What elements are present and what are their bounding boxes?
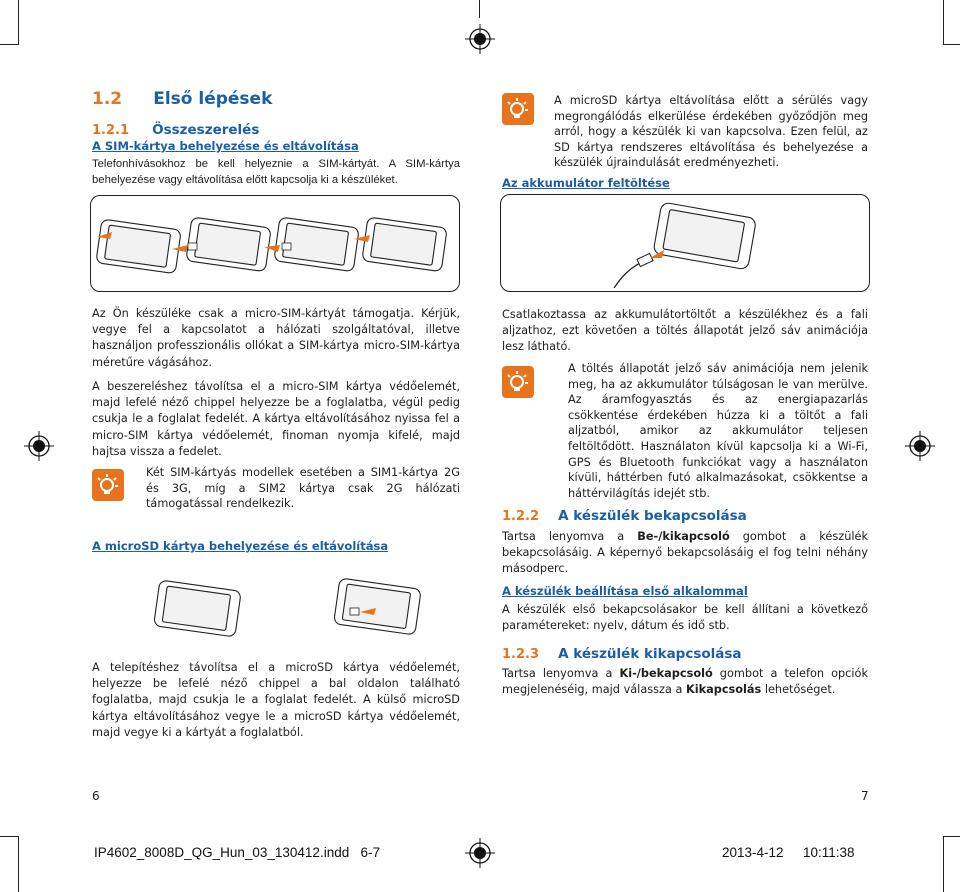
power-on-paragraph: Tartsa lenyomva a Be-/kikapcsoló gombot a készülék bekapcsolásáig. A képernyő bekapcsolásáig el fog telni néhány másodperc. bbox=[502, 530, 868, 576]
heading-title: Első lépések bbox=[153, 89, 273, 109]
section-heading-1-2 bbox=[92, 89, 272, 109]
tip-microsd-text: A microSD kártya eltávolítása előtt a sérülés vagy megrongálódás elkerülése érdekében győződjön meg arról, hogy a készülék ki van kapcsolva. Ezen felül, az SD kártya rendszeres eltávolítása és behelyezése a készülék újraindulását eredményezheti. bbox=[554, 94, 868, 170]
heading-number: 1.2.2 bbox=[502, 509, 540, 524]
battery-section-link: Az akkumulátor feltöltése bbox=[502, 176, 670, 190]
micro-sim-paragraph: Az Ön készüléke csak a micro-SIM-kártyát támogatja. Kérjük, vegye fel a kapcsolatot a hálózati szolgáltatóval, illetve használjon professzionális ollókat a SIM-kártya micro-SIM-kártya méretűre vágásához. bbox=[92, 307, 460, 369]
heading-number: 1.2.3 bbox=[502, 647, 540, 662]
power-key-label: Ki-/bekapcsoló bbox=[619, 667, 713, 680]
tip-lightbulb-icon bbox=[502, 93, 534, 125]
sim-intro-paragraph: Telefonhívásokhoz be kell helyeznie a SIM-kártyát. A SIM-kártya behelyezése vagy eltávolítása előtt kapcsolja ki a készüléket. bbox=[92, 158, 460, 187]
section-heading-1-2-3 bbox=[502, 643, 742, 662]
heading-title: Összeszerelés bbox=[152, 122, 260, 138]
section-heading-1-2-2 bbox=[502, 505, 747, 524]
page-number-left: 6 bbox=[92, 789, 100, 803]
sim-section-link: A SIM-kártya behelyezése és eltávolítása bbox=[92, 139, 359, 153]
phone-illustration bbox=[653, 202, 757, 270]
install-paragraph: A beszereléshez távolítsa el a micro-SIM kártya védőelemét, majd lefelé néző chippel helyezze be a foglalatba, végül pedig csukja le a foglalat fedelét. A kártya eltávolításához nyissa fel a micro-SIM kártya védőelemét, finoman nyomja kifelé, majd hajtsa vissza a fedelet. bbox=[92, 380, 460, 458]
slug-filename: IP4602_8008D_QG_Hun_03_130412.indd 6-7 bbox=[94, 845, 380, 860]
tip-lightbulb-icon bbox=[502, 366, 534, 398]
heading-title: A készülék kikapcsolása bbox=[558, 646, 742, 662]
tip-dual-sim-text: Két SIM-kártyás modellek esetében a SIM1-kártya 2G és 3G, míg a SIM2 kártya csak 2G hálózati támogatással rendelkezik. bbox=[146, 466, 460, 511]
charger-cable-icon bbox=[614, 253, 653, 288]
slug-time: 10:11:38 bbox=[803, 845, 855, 860]
microsd-paragraph: A telepítéshez távolítsa el a microSD kártya védőelemét, helyezze be lefelé néző chippel a bal oldalon található foglalatba, majd csukja le a foglalat fedelét. A külső microSD kártya eltávolításához vegye le a microSD kártya védőelemét, majd vegye ki a kártyát a foglalatból. bbox=[92, 661, 460, 739]
crop-mark bbox=[18, 0, 19, 45]
registration-mark-icon bbox=[465, 24, 495, 54]
crop-mark bbox=[0, 836, 18, 837]
heading-number: 1.2.1 bbox=[92, 123, 130, 138]
charge-paragraph: Csatlakoztassa az akkumulátortöltőt a készülékhez és a fali aljzathoz, ezt követően a töltés állapotát jelző sáv animációja lesz látható. bbox=[502, 308, 868, 354]
crop-mark bbox=[943, 836, 944, 892]
heading-title: A készülék bekapcsolása bbox=[558, 508, 747, 524]
crop-mark bbox=[0, 44, 18, 45]
power-off-option-label: Kikapcsolás bbox=[685, 683, 762, 697]
heading-number: 1.2 bbox=[92, 89, 123, 109]
registration-mark-icon bbox=[905, 431, 935, 461]
power-off-paragraph: Tartsa lenyomva a Ki-/bekapcsoló gombot a telefon opciók megjelenéséig, majd válassza a Kikapcsolás lehetőséget. bbox=[502, 667, 868, 697]
crop-mark bbox=[943, 836, 960, 837]
tip-charge-text: A töltés állapotát jelző sáv animációja nem jelenik meg, ha az akkumulátor túlságosan le van merülve. Az áramfogyasztás és az energiapazarlás csökkentése érdekében húzza ki a töltőt a fali aljzatból, amikor az akkumulátor teljesen feltöltődött. Használaton kívül kapcsolja ki a Wi-Fi, GPS és Bluetooth funkciókat vagy a használaton kívüli, háttérben futó alkalmazásokat, csökkentse a háttérvilágítás idejét stb. bbox=[568, 362, 868, 500]
crop-mark bbox=[18, 836, 19, 892]
charging-illustration bbox=[502, 196, 866, 288]
power-key-label: Be-/kikapcsoló bbox=[637, 530, 730, 543]
tip-lightbulb-icon bbox=[92, 469, 124, 501]
crop-mark bbox=[479, 0, 480, 18]
registration-mark-icon bbox=[465, 838, 495, 868]
registration-mark-icon bbox=[24, 431, 54, 461]
microsd-card-icon bbox=[350, 608, 359, 615]
sim-insertion-illustration bbox=[92, 197, 456, 289]
setup-section-link: A készülék beállítása első alkalommal bbox=[502, 584, 748, 598]
setup-paragraph: A készülék első bekapcsolásakor be kell állítani a következő paramétereket: nyelv, dátum és idő stb. bbox=[502, 603, 868, 633]
phone-illustration bbox=[334, 578, 422, 635]
phone-illustration bbox=[186, 217, 271, 272]
microsd-section-link: A microSD kártya behelyezése és eltávolítása bbox=[92, 539, 389, 553]
slug-date: 2013-4-12 bbox=[722, 845, 784, 860]
phone-illustration bbox=[362, 217, 447, 272]
crop-mark bbox=[943, 0, 944, 45]
phone-illustration bbox=[96, 219, 181, 274]
page-number-right: 7 bbox=[861, 789, 869, 803]
phone-illustration bbox=[154, 580, 242, 637]
section-heading-1-2-1 bbox=[92, 119, 259, 138]
crop-mark bbox=[943, 44, 960, 45]
microsd-insertion-illustration bbox=[150, 570, 440, 648]
